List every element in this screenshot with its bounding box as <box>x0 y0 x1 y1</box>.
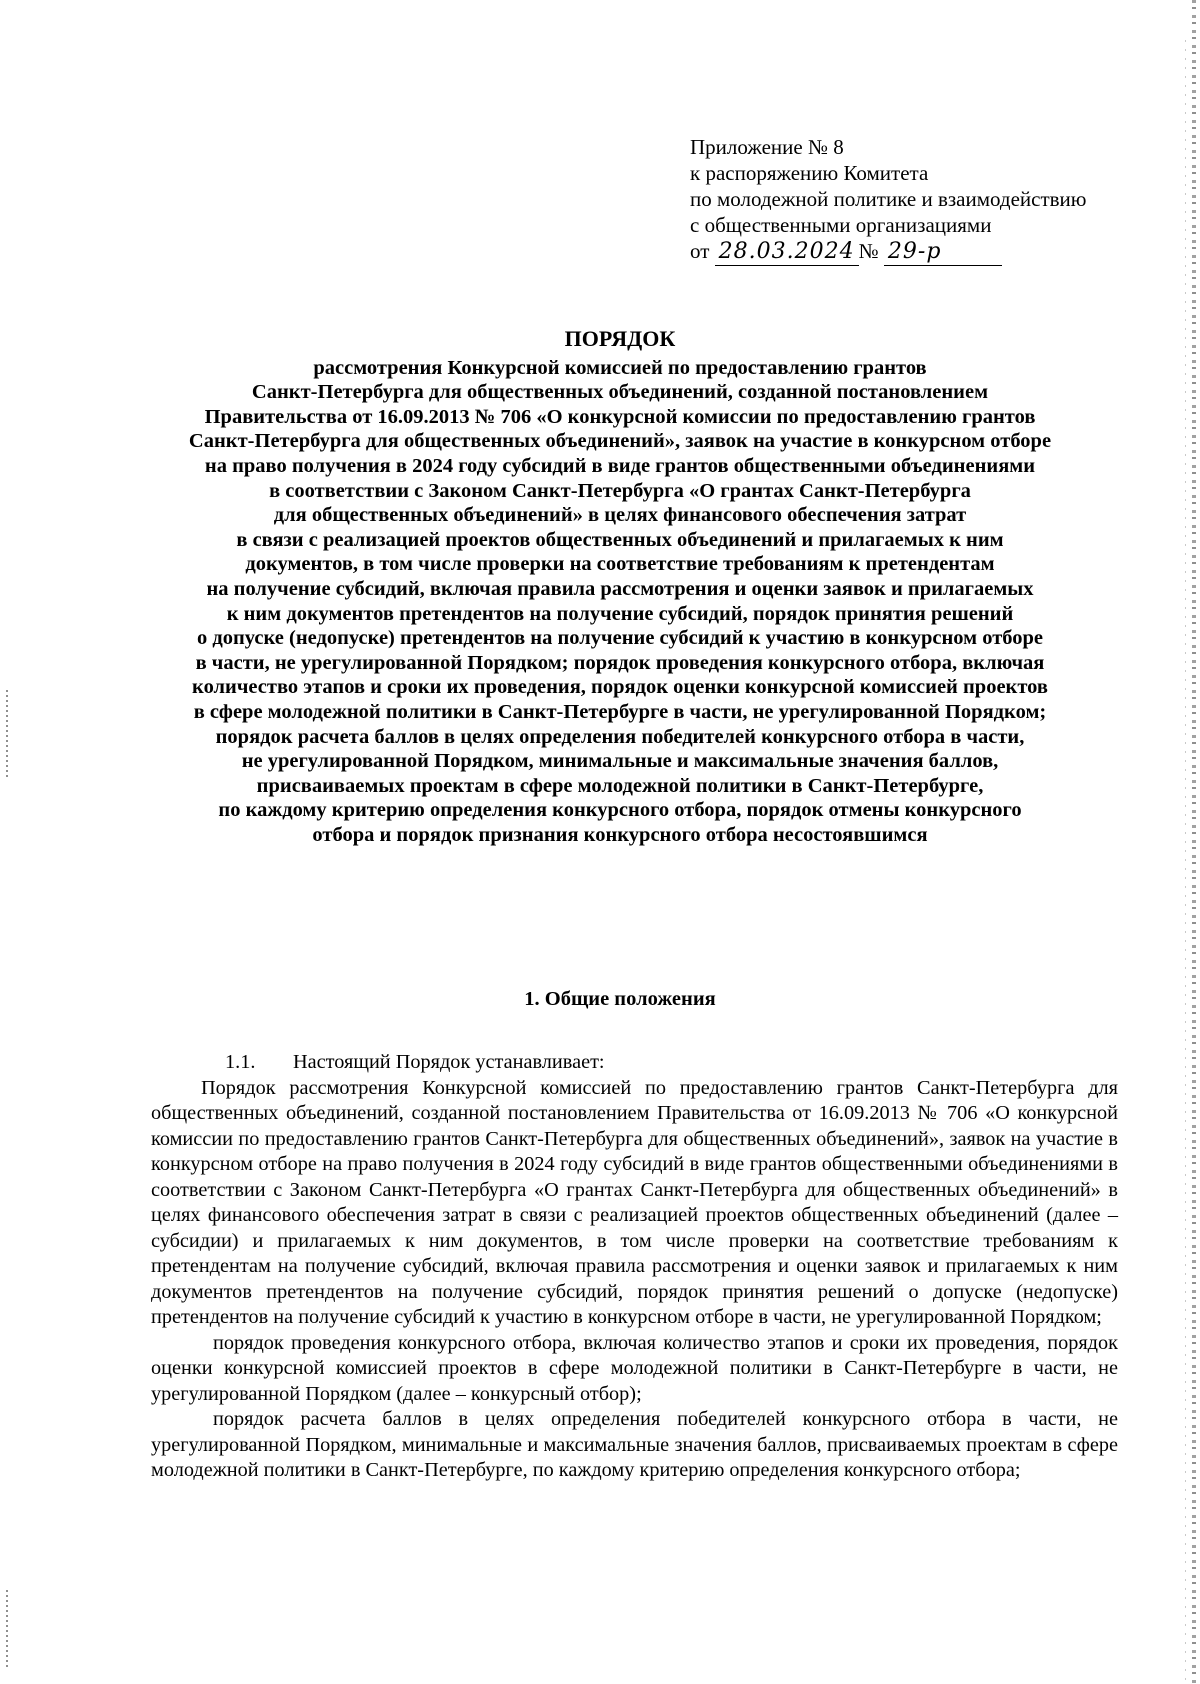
title-line: рассмотрения Конкурсной комиссией по предоставлению грантов <box>313 356 927 379</box>
title-line: на право получения в 2024 году субсидий в виде грантов общественными объединениями <box>204 454 1036 477</box>
scan-edge-artifact <box>1192 0 1196 1684</box>
title-line: в части, не урегулированной Порядком; порядок проведения конкурсного отбора, включая <box>195 651 1045 674</box>
title-line: в связи с реализацией проектов общественных объединений и прилагаемых к ним <box>236 528 1004 551</box>
title-line: порядок расчета баллов в целях определения победителей конкурсного отбора в части, <box>215 725 1025 748</box>
paragraph-procedure: Порядок рассмотрения Конкурсной комиссией по предоставлению грантов Санкт-Петербурга для общественных объединений, созданной постановлением Правительства от 16.09.2013 № 706 «О конкурсной комиссии по предоставлению грантов Санкт-Петербурга для общественных объединений», заявок на участие в конкурсном отборе на право получения в 2024 году субсидий в виде грантов общественными объединениями в соответствии с Законом Санкт-Петербурга «О грантах Санкт-Петербурга для общественных объединений» в целях финансового обеспечения затрат в связи с реализацией проектов общественных объединений (далее – субсидии) и прилагаемых к ним документов, в том числе проверки на соответствие требованиям к претендентам на получение субсидий, включая правила рассмотрения и оценки заявок и прилагаемых к ним документов претендентов на получение субсидий, порядок принятия решений о допуске (недопуске) претендентов на получение субсидий к участию в конкурсном отборе в части, не урегулированной Порядком; <box>151 1076 1118 1328</box>
date-prefix: от <box>690 239 710 263</box>
section-body <box>151 1050 1118 1484</box>
title-line: на получение субсидий, включая правила рассмотрения и оценки заявок и прилагаемых <box>206 577 1034 600</box>
title-line: присваиваемых проектам в сфере молодежной политики в Санкт-Петербурге, <box>256 774 984 797</box>
title-line: о допуске (недопуске) претендентов на получение субсидий к участию в конкурсном отборе <box>196 627 1044 650</box>
title-line: Санкт-Петербурга для общественных объединений, созданной постановлением <box>251 381 989 404</box>
title-line: в соответствии с Законом Санкт-Петербурга «О грантах Санкт-Петербурга <box>269 479 971 502</box>
appendix-line-4: с общественными организациями <box>690 213 992 237</box>
clause-1-1 <box>171 1050 1118 1076</box>
number-sign: № <box>858 239 879 263</box>
title-line: отбора и порядок признания конкурсного отбора несостоявшимся <box>312 823 928 846</box>
paragraph-selection: порядок проведения конкурсного отбора, включая количество этапов и сроки их проведения, порядок оценки конкурсной комиссией проектов в сфере молодежной политики в Санкт-Петербурге в части, не урегулированной Порядком (далее – конкурсный отбор); <box>151 1331 1118 1405</box>
paragraph-scoring: порядок расчета баллов в целях определения победителей конкурсного отбора в части, не урегулированной Порядком, минимальные и максимальные значения баллов, присваиваемых проектам в сфере молодежной политики в Санкт-Петербурге, по каждому критерию определения конкурсного отбора; <box>151 1408 1118 1481</box>
clause-text: Настоящий Порядок устанавливает: <box>293 1051 605 1073</box>
title-line: по каждому критерию определения конкурсного отбора, порядок отмены конкурсного <box>218 799 1022 822</box>
section-heading: 1. Общие положения <box>524 988 716 1010</box>
appendix-date-line <box>690 238 1150 266</box>
title-line: Санкт-Петербурга для общественных объединений», заявок на участие в конкурсном отборе <box>188 430 1052 453</box>
title-main: ПОРЯДОК <box>564 326 676 351</box>
scan-left-mark-bottom <box>6 1590 8 1670</box>
clause-number: 1.1. <box>225 1051 256 1073</box>
title-line: в сфере молодежной политики в Санкт-Петербурге в части, не урегулированной Порядком; <box>193 700 1047 723</box>
title-line: количество этапов и сроки их проведения, порядок оценки конкурсной комиссией проектов <box>192 676 1048 699</box>
title-line: не урегулированной Порядком, минимальные и максимальные значения баллов, <box>241 750 999 773</box>
handwritten-date: 28.03.2024 <box>715 239 859 266</box>
document-title <box>120 327 1120 847</box>
scan-left-mark <box>6 690 8 780</box>
appendix-header <box>690 134 1150 266</box>
handwritten-number: 29-р <box>884 239 1002 266</box>
scan-edge-artifact-inner <box>1185 40 1186 1680</box>
title-line: документов, в том числе проверки на соответствие требованиям к претендентам <box>245 553 995 576</box>
title-line: для общественных объединений» в целях финансового обеспечения затрат <box>273 504 967 527</box>
appendix-line-3: по молодежной политике и взаимодействию <box>690 187 1087 211</box>
title-line: к ним документов претендентов на получение субсидий, порядок принятия решений <box>226 602 1014 625</box>
appendix-line-1: Приложение № 8 <box>690 135 844 159</box>
appendix-line-2: к распоряжению Комитета <box>690 161 929 185</box>
title-line: Правительства от 16.09.2013 № 706 «О конкурсной комиссии по предоставлению грантов <box>204 405 1036 428</box>
